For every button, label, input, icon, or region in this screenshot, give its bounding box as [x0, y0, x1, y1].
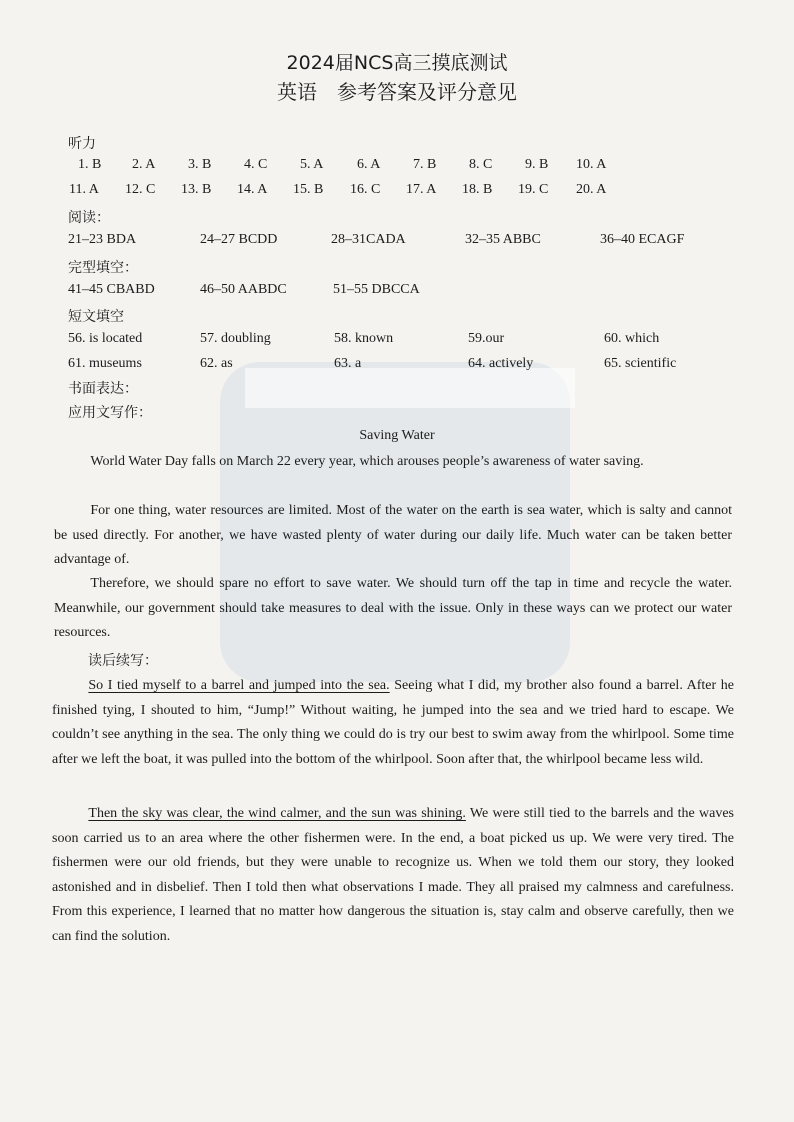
- answer-item: 65. scientific: [604, 356, 677, 371]
- continuation-lead-sentence: Then the sky was clear, the wind calmer, and the sun was shining.: [88, 806, 466, 821]
- answer-item: 64. actively: [468, 356, 534, 371]
- essay-paragraph: Therefore, we should spare no effort to save water. We should turn off the tap in time and recycle the water. Meanwhile, our government should take measures to deal with the issue. Only in these ways can we protect our water resources.: [54, 576, 732, 640]
- page-title: 2024届NCS高三摸底测试: [286, 52, 508, 74]
- answer-item: 6. A: [357, 157, 381, 172]
- answer-item: 7. B: [413, 157, 437, 172]
- writing-label: 书面表达：: [68, 381, 138, 397]
- answer-item: 57. doubling: [200, 331, 271, 346]
- essay-paragraph: World Water Day falls on March 22 every year, which arouses people’s awareness of water saving.: [90, 454, 644, 469]
- answer-item: 24–27 BCDD: [200, 232, 278, 247]
- answer-item: 3. B: [188, 157, 212, 172]
- answer-item: 51–55 DBCCA: [333, 282, 420, 297]
- answer-item: 9. B: [525, 157, 549, 172]
- answer-item: 16. C: [350, 182, 381, 197]
- redacted-area: [245, 368, 575, 408]
- answer-item: 10. A: [576, 157, 607, 172]
- answer-item: 4. C: [244, 157, 268, 172]
- answer-item: 17. A: [406, 182, 437, 197]
- practical-writing-label: 应用文写作：: [68, 405, 152, 421]
- continuation-text: We were still tied to the barrels and the waves soon carried us to an area where the other fishermen were. In the end, a boat picked us up. We were very tired. The fishermen were our old friends, but they were unable to recognize us. When we told them our story, they looked astonished and in disbelief. Then I told then what observations I made. They all praised my calmness and carefulness. From this experience, I learned that no matter how dangerous the situation is, stay calm and observe carefully, then we can find the solution.: [52, 806, 734, 944]
- answer-item: 61. museums: [68, 356, 142, 371]
- answer-item: 11. A: [69, 182, 99, 197]
- essay-title: Saving Water: [359, 428, 435, 443]
- answer-item: 20. A: [576, 182, 607, 197]
- answer-item: 46–50 AABDC: [200, 282, 287, 297]
- answer-item: 19. C: [518, 182, 549, 197]
- essay-paragraph: For one thing, water resources are limited. Most of the water on the earth is sea water, which is salty and cannot be used directly. For another, we have wasted plenty of water during our daily life. Much water can be taken better advantage of.: [54, 503, 732, 567]
- cloze-label: 完型填空：: [68, 260, 138, 276]
- continuation-text: Seeing what I did, my brother also found a barrel. After he finished tying, I shouted to him, “Jump!” Without waiting, he jumped into the sea and we tried hard to escape. We couldn’t see anything in the sea. The only thing we could do is try our best to swim away from the whirlpool. Some time after we left the boat, it was pulled into the bottom of the whirlpool. Soon after that, the whirlpool became less wild.: [52, 678, 734, 767]
- answer-item: 32–35 ABBC: [465, 232, 541, 247]
- page-subtitle: 英语 参考答案及评分意见: [277, 80, 517, 104]
- answer-item: 8. C: [469, 157, 493, 172]
- answer-item: 1. B: [78, 157, 102, 172]
- answer-item: 41–45 CBABD: [68, 282, 155, 297]
- answer-item: 13. B: [181, 182, 212, 197]
- continuation-paragraph: [52, 674, 734, 772]
- answer-item: 28–31CADA: [331, 232, 406, 247]
- continuation-lead-sentence: So I tied myself to a barrel and jumped into the sea.: [88, 678, 390, 693]
- answer-item: 15. B: [293, 182, 324, 197]
- answer-item: 21–23 BDA: [68, 232, 137, 247]
- answer-item: 36–40 ECAGF: [600, 232, 685, 247]
- answer-item: 58. known: [334, 331, 394, 346]
- answer-item: 2. A: [132, 157, 156, 172]
- grammar-fill-label: 短文填空: [68, 309, 124, 325]
- answer-item: 62. as: [200, 356, 233, 371]
- answer-item: 59.our: [468, 331, 505, 346]
- answer-item: 60. which: [604, 331, 660, 346]
- continuation-label: 读后续写：: [88, 653, 158, 669]
- answer-item: 14. A: [237, 182, 268, 197]
- listening-label: 听力: [68, 136, 96, 152]
- reading-label: 阅读：: [68, 210, 110, 226]
- answer-item: 12. C: [125, 182, 156, 197]
- answer-item: 63. a: [334, 356, 362, 371]
- answer-item: 56. is located: [68, 331, 143, 346]
- continuation-paragraph: [52, 802, 734, 949]
- answer-item: 18. B: [462, 182, 493, 197]
- answer-item: 5. A: [300, 157, 324, 172]
